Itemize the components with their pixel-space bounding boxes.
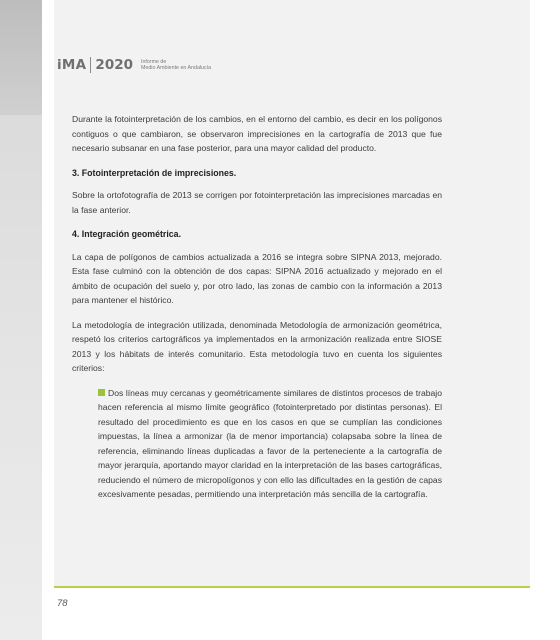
heading-4: 4. Integración geométrica. <box>72 229 182 239</box>
paragraph-2: Sobre la ortofotografía de 2013 se corrigen por fotointerpretación las imprecisiones marcadas en la fase anterior. <box>72 190 442 215</box>
document-header <box>57 54 211 76</box>
main-text <box>72 112 442 502</box>
paragraph-3: La capa de polígonos de cambios actualizada a 2016 se integra sobre SIPNA 2013, mejorado. Esta fase culminó con la obtención de dos capas: SIPNA 2016 actualizado y mejorado en el ámbito de ocupación del suelo y, por otro lado, las zonas de cambio con la información a 2013 para mantener el histórico. <box>72 251 442 305</box>
paragraph-1: Durante la fotointerpretación de los cambios, en el entorno del cambio, es decir en los polígonos contiguos o que cambiaron, se observaron imprecisiones en la cartografía de 2013 que fue necesario subsanar en una fase posterior, para una mayor calidad del producto. <box>72 114 442 153</box>
bottom-green-rule <box>54 586 530 588</box>
left-gray-band-top <box>0 0 42 115</box>
paragraph-4: La metodología de integración utilizada, denominada Metodología de armonización geométrica, respetó los criterios cartográficos ya implementados en la armonización realizada entre SIOSE 2013 y los hábitats de interés comunitario. Esta metodología tuvo en cuenta los siguientes criterios: <box>72 319 442 373</box>
logo-subtitle <box>141 59 211 72</box>
logo-year: 2020 <box>95 57 133 73</box>
logo-subtitle-line1: Informe de <box>141 58 167 65</box>
heading-3: 3. Fotointerpretación de imprecisiones. <box>72 167 237 178</box>
logo-subtitle-line2: Medio Ambiente en Andalucía <box>141 65 212 71</box>
logo-ima: iMA <box>57 57 87 73</box>
page-number: 78 <box>57 598 68 609</box>
bullet-item <box>98 386 442 502</box>
green-square-bullet-icon <box>98 389 105 396</box>
logo-separator <box>90 57 91 73</box>
bullet-text: Dos líneas muy cercanas y geométricamente similares de distintos procesos de trabajo hacen referencia al mismo límite geográfico (fotointerpretado por distintas personas). El resultado del procedimiento es que en los casos en que se cumplían las condiciones impuestas, la línea a armonizar (la de menor importancia) colapsaba sobre la línea de referencia, eliminando líneas duplicadas a favor de la perteneciente a la cartografía de mayor jerarquía, aportando mayor claridad en la interpretación de las bases cartográficas, reduciendo el número de micropolígonos y con ello las dificultades en la gestión de capas excesivamente pesadas, permitiendo una interpretación más sencilla de la cartografía. <box>98 387 442 499</box>
